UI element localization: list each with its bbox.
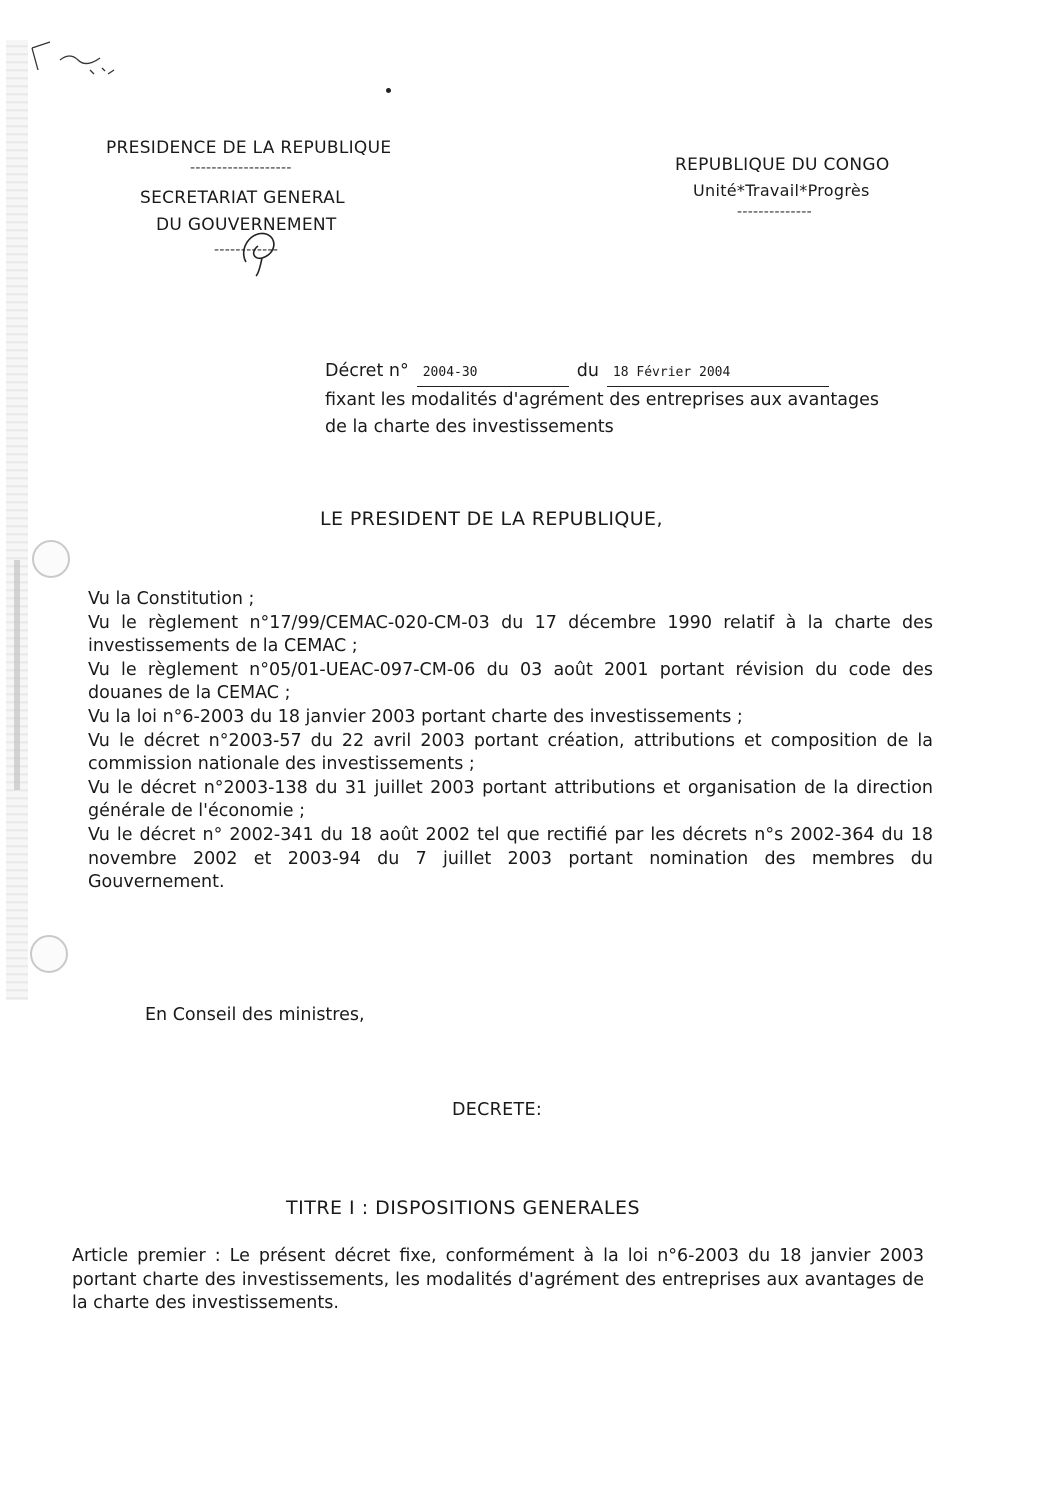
- decree-subject: fixant les modalités d'agrément des entreprises aux avantages de la charte des investissements: [325, 390, 879, 437]
- conseil-line: En Conseil des ministres,: [145, 1005, 365, 1025]
- ink-dot: [386, 88, 391, 93]
- visas-list: [88, 588, 933, 895]
- presidence-title: PRESIDENCE DE LA REPUBLIQUE: [106, 138, 392, 158]
- handwritten-initial-mark: [232, 218, 292, 278]
- secretariat-title: SECRETARIAT GENERAL: [140, 188, 345, 208]
- article-premier: [72, 1245, 924, 1316]
- punch-hole-top: [32, 540, 70, 578]
- visa-item: Vu le règlement n°17/99/CEMAC-020-CM-03 du 17 décembre 1990 relatif à la charte des investissements de la CEMAC ;: [88, 612, 933, 657]
- scan-binding-shadow: [14, 560, 20, 790]
- punch-hole-bottom: [30, 935, 68, 973]
- visa-item: Vu la loi n°6-2003 du 18 janvier 2003 portant charte des investissements ;: [88, 706, 743, 727]
- country-motto: Unité*Travail*Progrès: [693, 181, 870, 200]
- decree-du-label: du: [576, 361, 599, 381]
- visa-item: Vu le décret n°2003-138 du 31 juillet 2003 portant attributions et organisation de la direction générale de l'économie ;: [88, 777, 933, 822]
- visa-item: Vu le décret n° 2002-341 du 18 août 2002 tel que rectifié par les décrets n°s 2002-364 du 18 novembre 2002 et 2003-94 du 7 juillet 2003 portant nomination des membres du Gouvernement.: [88, 824, 933, 893]
- president-heading: LE PRESIDENT DE LA REPUBLIQUE,: [320, 508, 663, 530]
- decree-number-line: [325, 358, 885, 387]
- article-premier-text: Article premier : Le présent décret fixe, conformément à la loi n°6-2003 du 18 janvier 2003 portant charte des investissements, les modalités d'agrément des entreprises aux avantages de la charte des investissements.: [72, 1246, 924, 1313]
- scan-binding-edge: [6, 40, 28, 1000]
- country-name: REPUBLIQUE DU CONGO: [675, 155, 890, 175]
- margin-scribble: [30, 40, 120, 90]
- visa-item: Vu le décret n°2003-57 du 22 avril 2003 portant création, attributions et composition de la commission nationale des investissements ;: [88, 730, 933, 775]
- decree-number: 2004-30: [417, 359, 569, 387]
- decree-reference: [325, 358, 885, 441]
- visa-item: Vu la Constitution ;: [88, 589, 255, 609]
- decree-date: 18 Février 2004: [607, 359, 829, 387]
- decree-label: Décret n°: [325, 361, 409, 381]
- gouvernement-title: DU GOUVERNEMENT: [156, 215, 337, 235]
- separator-line-3: --------------: [737, 204, 812, 220]
- titre-heading: TITRE I : DISPOSITIONS GENERALES: [286, 1197, 641, 1219]
- separator-line-2: ------------: [214, 242, 279, 258]
- separator-line: -------------------: [190, 160, 292, 176]
- visa-item: Vu le règlement n°05/01-UEAC-097-CM-06 du 03 août 2001 portant révision du code des douanes de la CEMAC ;: [88, 659, 933, 704]
- decrete-heading: DECRETE:: [452, 1100, 543, 1120]
